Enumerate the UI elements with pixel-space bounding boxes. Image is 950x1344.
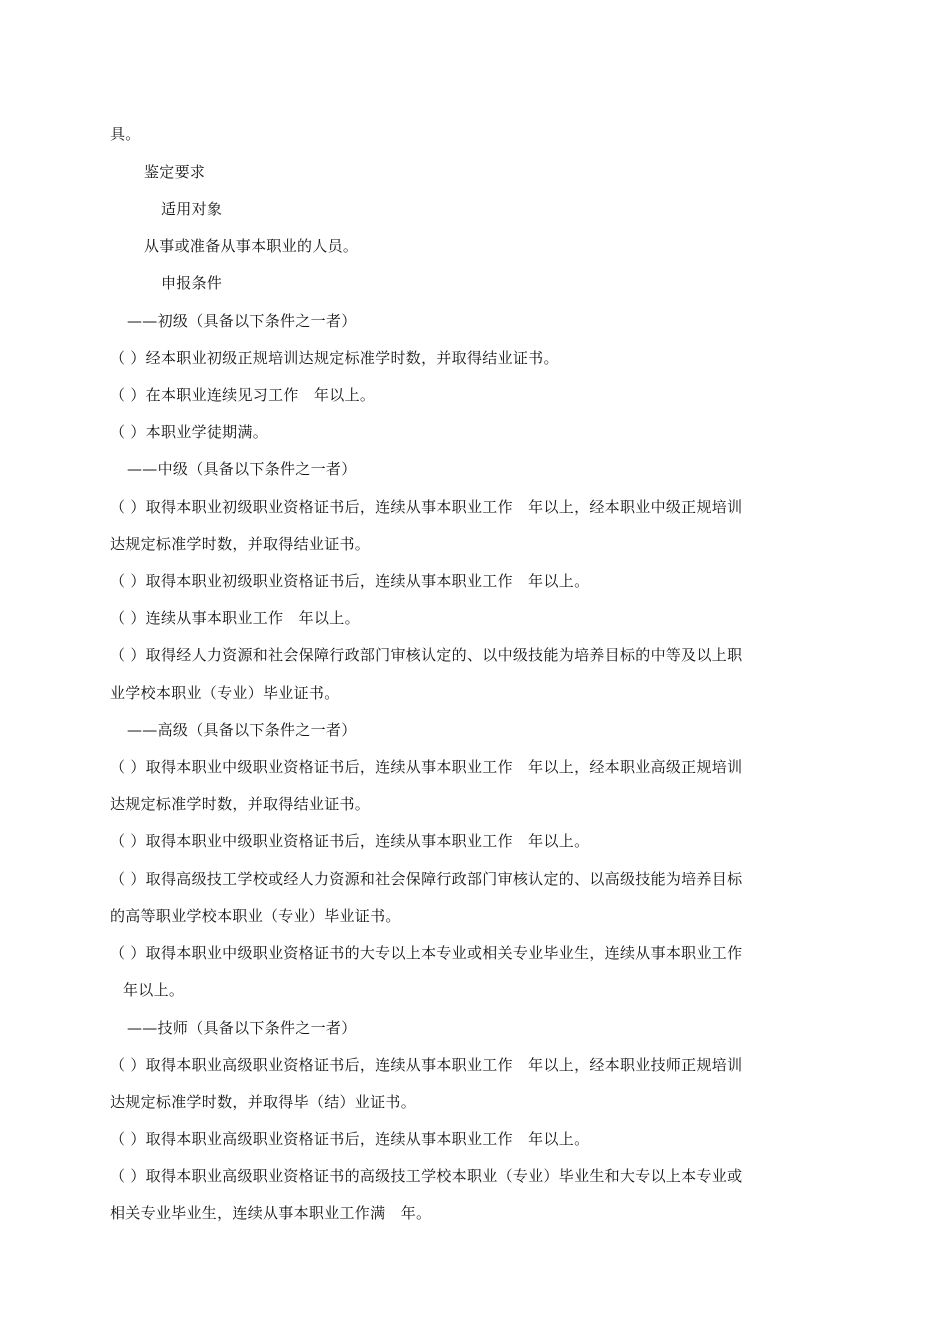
condition-line: （ ）取得本职业初级职业资格证书后，连续从事本职业工作 年以上。 (110, 572, 590, 590)
condition-line: 达规定标准学时数，并取得结业证书。 (110, 535, 371, 553)
condition-line: 达规定标准学时数，并取得结业证书。 (110, 795, 371, 813)
condition-line: 年以上。 (123, 981, 185, 999)
condition-line: 的高等职业学校本职业（专业）毕业证书。 (110, 907, 401, 925)
condition-line: （ ）取得高级技工学校或经人力资源和社会保障行政部门审核认定的、以高级技能为培养目标 (110, 870, 743, 888)
condition-line: （ ）取得本职业中级职业资格证书的大专以上本专业或相关专业毕业生，连续从事本职业工作 (110, 944, 743, 962)
text-line: 从事或准备从事本职业的人员。 (144, 237, 359, 255)
condition-line: （ ）取得本职业中级职业资格证书后，连续从事本职业工作 年以上，经本职业高级正规培训 (110, 758, 743, 776)
condition-line: 业学校本职业（专业）毕业证书。 (110, 684, 340, 702)
condition-line: （ ）取得本职业初级职业资格证书后，连续从事本职业工作 年以上，经本职业中级正规培训 (110, 498, 743, 516)
condition-line: （ ）取得经人力资源和社会保障行政部门审核认定的、以中级技能为培养目标的中等及以上职 (110, 646, 743, 664)
level-heading: ——高级（具备以下条件之一者） (127, 721, 357, 739)
subsection-heading: 申报条件 (161, 274, 223, 292)
level-heading: ——初级（具备以下条件之一者） (127, 312, 357, 330)
condition-line: （ ）取得本职业高级职业资格证书后，连续从事本职业工作 年以上，经本职业技师正规培训 (110, 1056, 743, 1074)
condition-line: （ ）连续从事本职业工作 年以上。 (110, 609, 360, 627)
text-line: 具。 (110, 125, 141, 143)
condition-line: （ ）本职业学徒期满。 (110, 423, 269, 441)
condition-line: （ ）取得本职业中级职业资格证书后，连续从事本职业工作 年以上。 (110, 832, 590, 850)
condition-line: （ ）在本职业连续见习工作 年以上。 (110, 386, 376, 404)
subsection-heading: 适用对象 (161, 200, 223, 218)
level-heading: ——技师（具备以下条件之一者） (127, 1019, 357, 1037)
condition-line: （ ）取得本职业高级职业资格证书后，连续从事本职业工作 年以上。 (110, 1130, 590, 1148)
condition-line: 达规定标准学时数，并取得毕（结）业证书。 (110, 1093, 417, 1111)
condition-line: （ ）经本职业初级正规培训达规定标准学时数，并取得结业证书。 (110, 349, 559, 367)
condition-line: 相关专业毕业生，连续从事本职业工作满 年。 (110, 1204, 432, 1222)
section-heading: 鉴定要求 (144, 163, 206, 181)
level-heading: ——中级（具备以下条件之一者） (127, 460, 357, 478)
condition-line: （ ）取得本职业高级职业资格证书的高级技工学校本职业（专业）毕业生和大专以上本专业或 (110, 1167, 743, 1185)
